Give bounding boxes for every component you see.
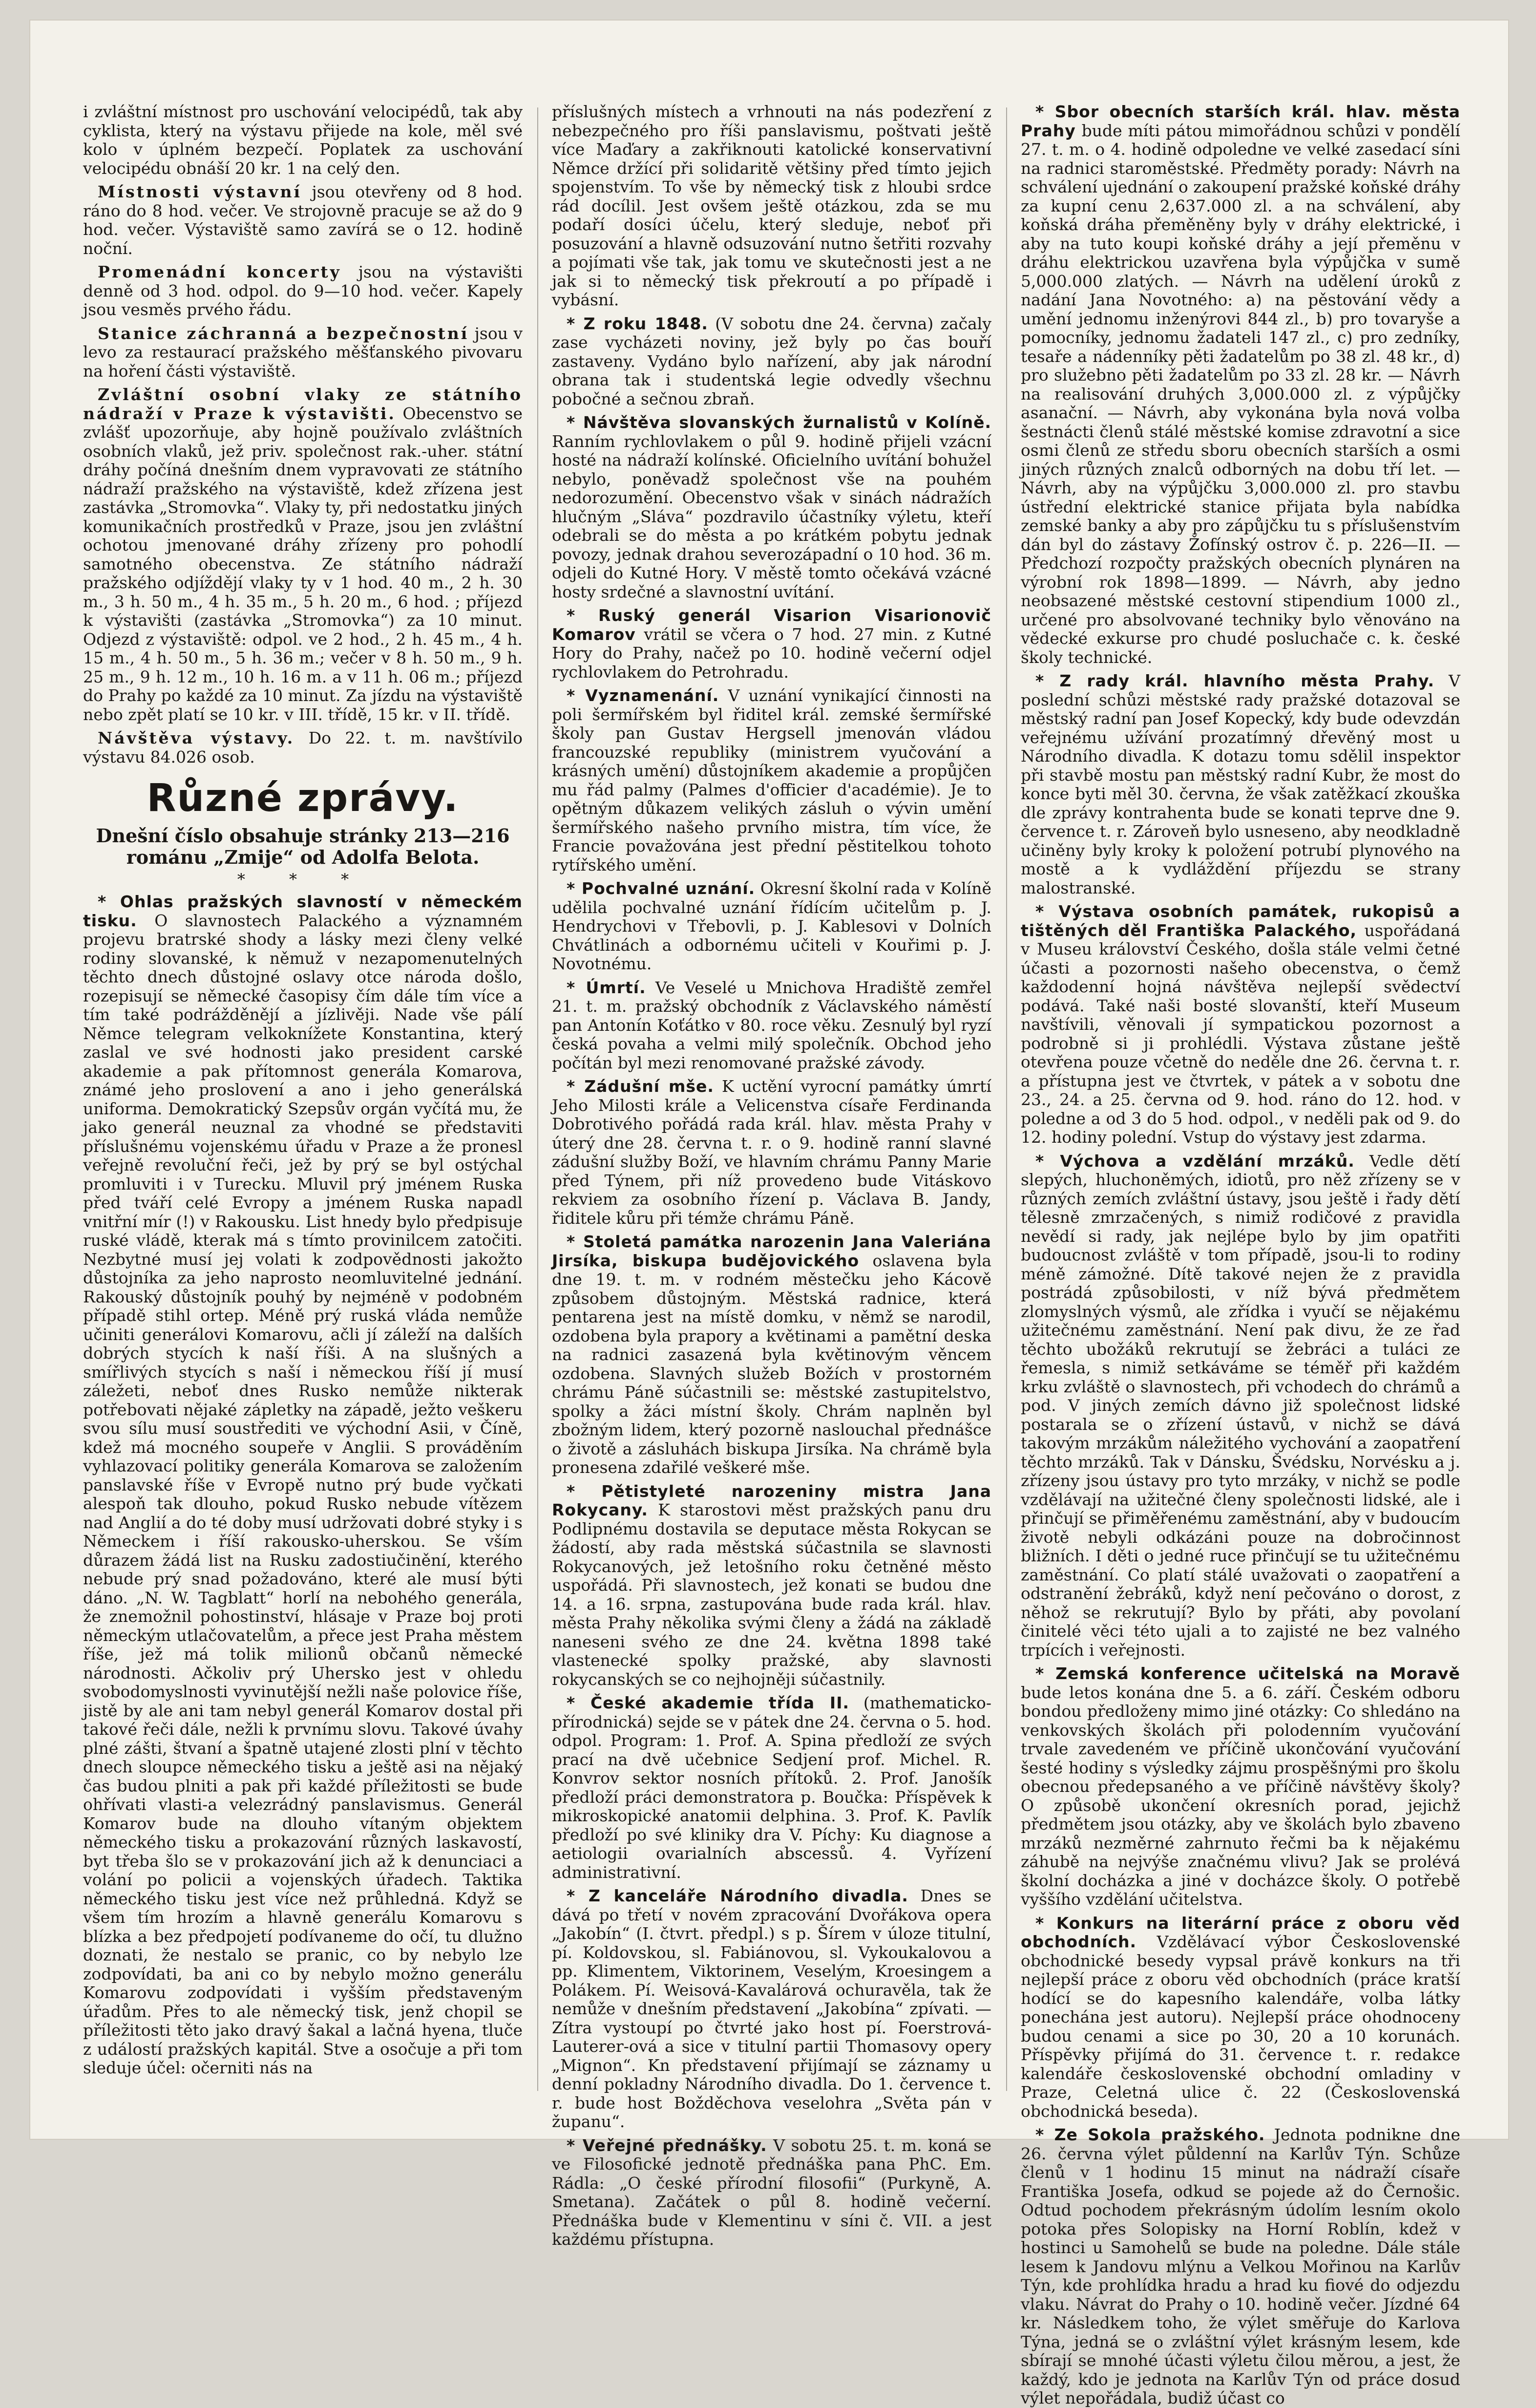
section-headline: Různé zprávy. <box>147 776 459 820</box>
german-press-article: * Ohlas pražských slavností v německém tisku. O slavnostech Palackého a významném projevu bratrské shody a lásky mezi členy velké rodiny slovanské, k němuž v nezapomenutelných těchto dnech důstojné oslavy otce národa došlo, rozepisují se německé časopisy čím dále tím více a tím také podrážděnějí a jízlivěji. Nade vše pálí Němce telegram velkoknížete Konstantina, který zaslal ve své hodnosti jako president carské akademie a pak přítomnost generála Komarova, známé jeho proslovení a ano i jeho generálská uniforma. Demokratický Szepsův orgán vyčítá mu, že jako generál neuznal za vhodné se představiti příslušnému vojenskému úřadu v Praze a že pronesl veřejně revoluční řeči, jež by prý se byl ostýchal promluviti i v Turecku. Mluvil prý jménem Ruska před tváří celé Evropy a jménem Ruska napadl vnitřní mír (!) v Rakousku. List hnedy bylo předpisuje ruské vládě, kterak má s tímto provinilcem zatočiti. Nezbytné musí jej volati k zodpovědnosti jakožto důstojníka za jeho naprosto neomluvitelné jednání. Rakouský důstojník pouhý by nejméně v podobném případě stihl ortep. Méně prý ruská vláda nemůže učiniti generálovi Komarovu, ačli jí záleží na dalších dobrých stycích k naší říši. A na slušných a smířlivých stycích s naší i německou říší jí musí záležeti, neboť dnes Rusko nemůže nikterak potřebovati nějaké zápletky na západě, ježto veškeru svou sílu musí soustřediti ve východní Asii, v Číně, kdež má mocného soupeře v Anglii. S prováděním vyhlazovací politiky generála Komarova se založením panslavské říše v Evropě nutno prý bude vyčkati alespoň tak dlouho, pokud Rusko nebude vítězem nad Anglií a do té doby musí udržovati dobré styky i s Německem i říší rakousko-uherskou. Se vším důrazem žádá list na Rusku zadostiučinění, kterého nebude prý snad požadováno, které ale musí býti dáno. „N. W. Tagblatt“ horlí na nebohého generála, že znemožnil pohostinství, hlásaje v Praze boj proti německým utlačovatelům, a přece jest Praha městem říše, jež má tolik milionů občanů německé národnosti. Ačkoliv prý Uhersko jest v ohledu svobodomyslnosti vyvinutější nežli naše polovice říše, jistě by ale ani tam nebyl generál Komarov dostal při takové řeči dále, nežli k prvnímu slovu. Takové úvahy plné zášti, štvaní a špatně utajené zlosti plní v těchto dnech sloupce německého tisku a ještě asi na nějaký čas budou plniti a pak při každé příležitosti se bude ohřívati vlasti-a velezrádný panslavismus. Generál Komarov bude na dlouho vítaným objektem německého tisku a prokazování různých laskavostí, byt třeba šlo se v prokazování jich až k denunciaci a volání po policii a vojenských úřadech. Taktika německého tisku jest více než průhledná. Když se všem tím hrozím a hlavně generálu Komarovu s blízka a bez předpojetí podívaneme do očí, tu dlužno doznati, že nestalo se pranic, co by nebylo lze zodpovídati, ba ani co by nebylo možno generálu Komarovu zodpovídati i vyšším představeným úřadům. Přes to ale německý tisk, jenž chopil se příležitosti těto jako dravý šakal a lačná hyena, tluče z událostí pražských kapitál. Stve a osočuje a při tom sleduje účel: očerniti nás na <box>83 892 523 2077</box>
exhibition-rooms-paragraph: Místnosti výstavní jsou otevřeny od 8 hod. ráno do 8 hod. večer. Ve strojovně pracuje se až do 9 hod. večer. Výstaviště samo zavírá se o 12. hodině noční. <box>83 182 523 258</box>
article-rokycana: * Pětistyleté narozeniny mistra Jana Rokycany. K starostovi měst pražských panu dru Podlipnému dostavila se deputace města Rokycan se žádostí, aby rada městská súčastnila se slavnosti Rokycanových, jež letošního roku četněné město uspořádá. Při slavnostech, jež konati se budou dne 14. a 16. srpna, zastupována bude rada král. hlav. města Prahy několika svými členy a žádá na základě naneseni svého ze dne 24. května 1898 také vlastenecké spolky pražské, aby slavnosti rokycanských se co nejhojněji súčastnily. <box>552 1481 991 1689</box>
article-city-board: * Z rady král. hlavního města Prahy. V poslední schůzi městské rady pražské dotazoval se městský radní pan Josef Kopecký, kdy bude odevzdán veřejnému užívání prozatímný dřevěný most u Národního divadla. K dotazu tomu sdělil inspektor při stavbě mostu pan městský radní Kubr, že most do konce byti měl 30. června, že však zatěžkací zkouška dle zprávy kontrahenta bude se konati teprve dne 9. července t. r. Zároveň bylo usneseno, aby neodkladně učiněny byly kroky k položení potrubí plynového na mostě a k vydláždění příjezdu se strany malostranské. <box>1021 671 1460 897</box>
article-lectures: * Veřejné přednášky. V sobotu 25. t. m. koná se ve Filosofické jednotě přednáška pana PhC. Em. Rádla: „O české přírodní filosofii“ (Purkyně, A. Smetana). Začátek o půl 8. hodině večerní. Přednáška bude v Klementinu v síni č. VII. a jest každému přístupna. <box>552 2135 991 2249</box>
article-commendation: * Pochvalné uznání. Okresní školní rada v Kolíně udělila pochvalné uznání řídícím učitelům p. J. Hendrychovi v Třebovli, p. J. Kablesovi v Dolních Chvátlinách a odbornému učiteli v Kouřimi p. J. Novotnému. <box>552 879 992 973</box>
column-divider <box>1006 107 1007 2091</box>
continued-paragraph: příslušných místech a vrhnouti na nás podezření z nebezpečného pro říši panslavismu, poštvati ještě více Maďary a zakřiknouti katolické konservativní Němce držící při solidaritě většiny před tímto jejich spojenstvím. To vše by německý tisk z hloubi srdce rád docílil. Jest ovšem ještě otázkou, zda se mu podaří dosíci účelu, který sleduje, neboť při posuzování a hlavně odsuzování nutno šetřiti rozvahy a pojímati vše tak, jak tomu ve skutečnosti jest a ne jak si to německý tisk překroutí a po případě i vybásní. <box>552 102 991 309</box>
article-death: * Úmrtí. Ve Veselé u Mnichova Hradiště zemřel 21. t. m. pražský obchodník z Václavského náměstí pan Antonín Koťátko v 80. roce věku. Zesnulý byl ryzí česká povaha a velmi milý společník. Obchod jeho počítán byl mezi renomované pražské závody. <box>552 978 991 1072</box>
newspaper-page <box>29 20 1509 2408</box>
column-divider <box>537 107 538 2091</box>
article-sokol-trip: * Ze Sokola pražského. Jednota podnikne dne 26. června výlet půldenní na Karlův Týn. Schůze členů v 1 hodinu 15 minut na nádraží císaře Františka Josefa, odkud se pojede až do Černošic. Odtud pochodem překrásným údolím lesním okolo potoka přes Solopisky na Horní Roblín, kdež v hostinci u Samohelů se bude na poledne. Dále stále lesem k Jandovu mlýnu a Velkou Mořinou na Karlův Týn, kde prohlídka hradu a hrad ku fiové do odjezdu vlaku. Návrat do Prahy o 10. hodině večer. Jízdné 64 kr. Následkem toho, že výlet směřuje do Karlova Týna, jedná se o zvláštní výlet krásným lesem, kde sbírají se mnohé účasti výletu čilou měrou, a jest, že každý, kdo je jednota na Karlův Týn od práce dosud výlet nepořádala, budiž účast co <box>1021 2125 1460 2408</box>
article-requiem: * Zádušní mše. K uctění vyrocní památky úmrtí Jeho Milosti krále a Velicenstva císaře Ferdinanda Dobrotivého pořádá rada král. hlav. města Prahy v úterý dne 28. června t. r. o 9. hodině ranní slavné zádušní služby Boží, ve hlavním chrámu Panny Marie před Týnem, při níž provedeno bude Vitáskovo rekviem za osobního řízení p. Václava B. Jandy, řiditele kůru při témže chrámu Páně. <box>552 1077 991 1228</box>
rescue-station-paragraph: Stanice záchranná a bezpečnostní jsou v levo za restaurací pražského měšťanského pivovaru na hoření části výstaviště. <box>83 323 523 381</box>
article-teachers-conference: * Zemská konference učitelská na Moravě bude letos konána dne 5. a 6. září. Českém odboru bondou předloženy mimo jiné otázky: Co shledáno na venkovských školách při polodenním vyučování trvale zavedeném ve příčině ukončování vyučování šesté hodiny s výsledky zájmu prospěšnými pro školu obecnou předepsaného a ve příčině návštěvy školy? O způsobě ukončení okresních porad, jejichž předmětem jsou otázky, aby ve školách bylo zbaveno mrzáků nezměrné zahrnuto řečmi ba k nějakému záhubě na nejvýše značnému vlivu? Jak se prolévá školní docházka a jiné v docházce školy. O potřebě vyššího vzdělání učitelstva. <box>1021 1664 1460 1909</box>
article-journalists-kolin: * Návštěva slovanských žurnalistů v Kolíně. Ranním rychlovlakem o půl 9. hodině přijeli vzácní hosté na nádraží kolínské. Oficielního uvítání bohužel nebylo, poněvadž společnost vše na pouhém nedorozumění. Obecenstvo však v sinách nádražích hlučným „Sláva“ pozdravilo účastníky výletu, kteří odebrali se do města a po krátkém pobytu jednak povozy, jednak drahou severozápadní o 10 hod. 36 m. odjeli do Kutné Hory. V městě tomto očekává vzácné hosty srdečné a slavnostní uvítání. <box>552 413 991 601</box>
exhibition-visits-paragraph: Návštěva výstavy. Do 22. t. m. navštívilo výstavu 84.026 osob. <box>83 728 523 767</box>
article-columns <box>83 102 1480 2408</box>
article-general-komarov: * Ruský generál Visarion Visarionovič Komarov vrátil se včera o 7 hod. 27 min. z Kutné Hory do Prahy, načež po 10. hodině večerní odjel rychlovlakem do Petrohradu. <box>552 606 991 682</box>
article-literary-contest: * Konkurs na literární práce z oboru věd obchodních. Vzdělávací výbor Československé obchodnické besedy vypsal právě konkurs na tři nejlepší práce z oboru věd obchodních (práce kratší hodící se do kapesního kalendáře, volba látky ponechána jest autoru). Nejlepší práce ohodnoceny budou cenami a sice po 30, 20 a 10 korunách. Příspěvky přijímá do 31. července t. r. redakce kalendáře československé obchodní omladiny v Praze, Celetná ulice č. 22 (Československá obchodnická beseda). <box>1021 1913 1460 2121</box>
promenade-concerts-paragraph: Promenádní koncerty jsou na výstavišti denně od 3 hod. odpol. do 9—10 hod. večer. Kapely jsou vesměs prvého řádu. <box>83 262 523 319</box>
article-cripples-education: * Výchova a vzdělání mrzáků. Vedle dětí slepých, hluchoněmých, idiotů, pro něž zřízeny se v různých zemích zvláštní ústavy, jsou ještě i řady dětí tělesně zmrzačených, s nimiž rodičové z pravidla nevědí si rady, jak nejlépe bylo by jim opatřiti budoucnost zvláště v tom případě, jsou-li to rodiny méně zámožné. Dítě takové nejen že z pravidla postrádá způsobilosti, v níž bývá předmětem zlomyslných výsmů, ale zřídka i vyučí se nějakému užitečnému zaměstnání. Není pak divu, že ze řad těchto ubožáků rekrutují se žebráci a tuláci ze řemesla, s nimiž setkáváme se téměř při každém krku zvláště o slavnostech, při vchodech do chrámů a pod. V jiných zemích dávno již společnost lidské postarala se o zřízení ústavů, v nichž se dává takovým mrzákům náležitého vychování a zaopatření těchto mrzáků. Tak v Dánsku, Švédsku, Norvésku a j. zřízeny jsou ústavy pro tyto mrzáky, v nichž se podle vzdělávají na užitečné členy společnosti lidské, ale i přinčují se přiměřenému zaměstnání, aby v budoucím životě nebyli odkázáni pouze na dobročinnost bližních. I děti o jedné ruce přinčují se tu užitečnému zaměstnání. Co platí stálé uvažovati o zaopatření a odstranění žebráků, když není pečováno o dorost, z něhož se rekrutují? Bylo by přáti, aby povolaní činitelé věci této ujali a to zajisté ne bez valného trpících i veřejnosti. <box>1021 1151 1460 1660</box>
article-city-council: * Sbor obecních starších král. hlav. města Prahy bude míti pátou mimořádnou schůzi v pondělí 27. t. m. o 4. hodině odpoledne ve velké zasedací síni na radnici staroměstské. Předměty porady: Návrh na schválení ujednání o zakoupení pražské koňské dráhy za kupní cenu 2,637.000 zl. a na schválení, aby koňská dráha přeměněny byly v dráhy elektrické, i aby na tuto koupi koňské dráhy a její přeměnu v dráhu elektrickou uzavřena byla výpůjčka v sumě 5,000.000 zlatých. — Návrh na udělení úroků z nadání Jana Novotného: a) na pěstování vědy a umění jednomu inženýrovi 844 zl., b) pro tovaryše a pomocníky, jednomu žadateli 147 zl., c) pro zedníky, tesaře a nádenníky pěti žadatelům po 38 zl. 48 kr., d) pro služebno pěti žadatelům po 33 zl. 28 kr. — Návrh na realisování druhých 3,000.000 zl. z výpůjčky asanační. — Návrh, aby vykonána byla nová volba šestnácti členů stálé městské komise zdravotní a sice osmi členů ze středu sboru obecních starších a osmi jiných různých znalců odborných na dobu tří let. — Návrh, aby na výpůjčku 3,000.000 zl. pro stavbu ústřední elektrické stanice přijata byla nabídka zemské banky a aby pro zápůjčku tu s příslušenstvím dán byl do zástavy Žofínský ostrov č. p. 226—II. — Předchozí rozpočty pražských obecních plynáren na výrobní rok 1898—1899. — Návrh, aby jedno neobsazené městské cestovní stipendium 1000 zl., určené pro absolvované techniky bylo věnováno na vědecké exkurse pro chudé posluchače c. k. české školy technické. <box>1021 102 1460 667</box>
article-title: * Ohlas pražských slavností v německém tisku. <box>83 892 523 930</box>
article-palacky-exhibition: * Výstava osobních památek, rukopisů a tištěných děl Františka Palackého, uspořádaná v Museu království Českého, došla stále velmi četné účasti a pozornosti našeho obecenstva, o čemž každodenní hojná návštěva nejlepší svědectví podává. Také naši bosté slovanští, kteří Museum navštívili, věnovali jí sympatickou pozornost a podrobně si ji prohlédli. Výstava zůstane ještě otevřena pouze včetně do neděle dne 26. června t. r. a přístupna jest ve čtvrtek, v pátek a v sobotu dne 23., 24. a 25. června od 9. hod. ráno do 12. hod. v poledne a od 3 do 5 hod. odpol., v neděli pak od 9. do 12. hodiny polední. Vstup do výstavy jest zdarma. <box>1021 902 1460 1147</box>
bicycle-storage-paragraph: i zvláštní místnost pro uschování velocipédů, tak aby cyklista, který na výstavu přijede na kole, měl své kolo v úplném bezpečí. Poplatek za uschování velocipédu obnáší 20 kr. 1 na celý den. <box>83 102 523 178</box>
special-trains-paragraph: Zvláštní osobní vlaky ze státního nádraží v Praze k výstavišti. Obecenstvo se zvlášť upozorňuje, aby hojně používalo zvláštních osobních vlaků, jež priv. společnost rak.-uher. státní dráhy počíná dnešním dnem vypravovati ze státního nádraží pražského na výstaviště, kdež zřízena jest zastávka „Stromovka“. Vlaky ty, při nedostatku jiných komunikačních prostředků v Praze, jsou jen zvláštní ochotou jmenované dráhy zřízeny pro pohodlí samotného obecenstva. Ze státního nádraží pražského odjíždějí vlaky ty v 1 hod. 40 m., 2 h. 30 m., 3 h. 50 m., 4 h. 35 m., 5 h. 20 m., 6 hod. ; příjezd k výstavišti (zastávka „Stromovka“) za 10 minut. Odjezd z výstaviště: odpol. ve 2 hod., 2 h. 45 m., 4 h. 15 m., 4 h. 50 m., 5 h. 36 m.; večer v 8 h. 50 m., 9 h. 25 m., 9 h. 12 m., 10 h. 16 m. a v 11 h. 06 m.; příjezd do Prahy po každé za 10 minut. Za jízdu na výstaviště nebo zpět platí se 10 kr. v III. třídě, 15 kr. v II. třídě. <box>83 385 523 724</box>
column-3 <box>1021 102 1460 2408</box>
article-academy: * České akademie třída II. (mathematicko-přírodnická) sejde se v pátek dne 24. června o 5. hod. odpol. Program: 1. Prof. A. Spina předloží ze svých prací na dvě učebnice Sedjení prof. Michel. R. Konvrov sektor nosních přítoků. 2. Prof. Janošík předloží práci demonstratora p. Boučka: Příspěvek k mikroskopické anatomii delphina. 3. Prof. K. Pavlík předloží po své kliniky dra V. Píchy: Ku diagnose a aetiologii ovarialních abscessů. 4. Vyřízení administrativní. <box>552 1693 991 1882</box>
article-jirsik: * Stoletá památka narozenin Jana Valeriána Jirsíka, biskupa budějovického oslavena byla dne 19. t. m. v rodném městečku jeho Kácově způsobem důstojným. Městská radnice, která pentarena jest na místě domku, v němž se narodil, ozdobena byla prapory a květinami a pamětní deska na radnici zasazená byla květinovým věncem ozdobena. Slavných služeb Božích v prostorném chrámu Páně súčastnili se: městské zastupitelstvo, spolky a žáci místní školy. Chrám naplněn byl zbožným lidem, který pozorně naslouchal přednášce o životě a zásluhách biskupa Jirsíka. Na chrámě byla pronesena zdařilé veškeré mše. <box>552 1232 991 1477</box>
column-2 <box>552 102 992 2249</box>
column-1 <box>83 103 523 2101</box>
section-subheadline: Dnešní číslo obsahuje stránky 213—216 románu „Zmije“ od Adolfa Belota. <box>96 825 510 868</box>
article-1848: * Z roku 1848. (V sobotu dne 24. června) začaly zase vycházeti noviny, jež byly po čas bouří zastaveny. Vydáno bylo nařízení, aby jak národní obrana tak i studentská legie odvedly všechnu pobočné a sečnou zbraň. <box>552 314 991 408</box>
separator-asterisks: * * * <box>237 870 369 889</box>
article-national-theatre: * Z kanceláře Národního divadla. Dnes se dává po třetí v novém zpracování Dvořákova opera „Jakobín“ (I. čtvrt. předpl.) s p. Šírem v úloze titulní, pí. Koldovskou, sl. Fabiánovou, sl. Vykoukalovou a pp. Klimentem, Viktorinem, Veselým, Kroesingem a Polákem. Pí. Weisová-Kavalárová ochuravěla, tak že nemůže v dnešním představení „Jakobína“ zpívati. — Zítra vystoupí po čtvrté jako host pí. Foerstrová-Lauterer-ová a sice v titulní partii Thomasovy opery „Mignon“. Kn představení přijímají se záznamy u denní pokladny Národního divadla. Do 1. července t. r. bude host Božděchova veselohra „Světa pán v županu“. <box>552 1886 991 2131</box>
article-honour: * Vyznamenání. V uznání vynikající činnosti na poli šermířském byl řiditel král. zemské šermířské školy pan Gustav Hergsell jmenován vládou francouzské republiky (ministrem vyučování a krásných umění) důstojníkem akademie a propůjčen mu řád palmy (Palmes d'officier d'académie). Je to opětným důkazem velikých zásluh o vývin umění šermířského našeho prvního mistra, tím více, že Francie považována jest přední pěstitelkou tohoto rytířského umění. <box>552 686 991 874</box>
